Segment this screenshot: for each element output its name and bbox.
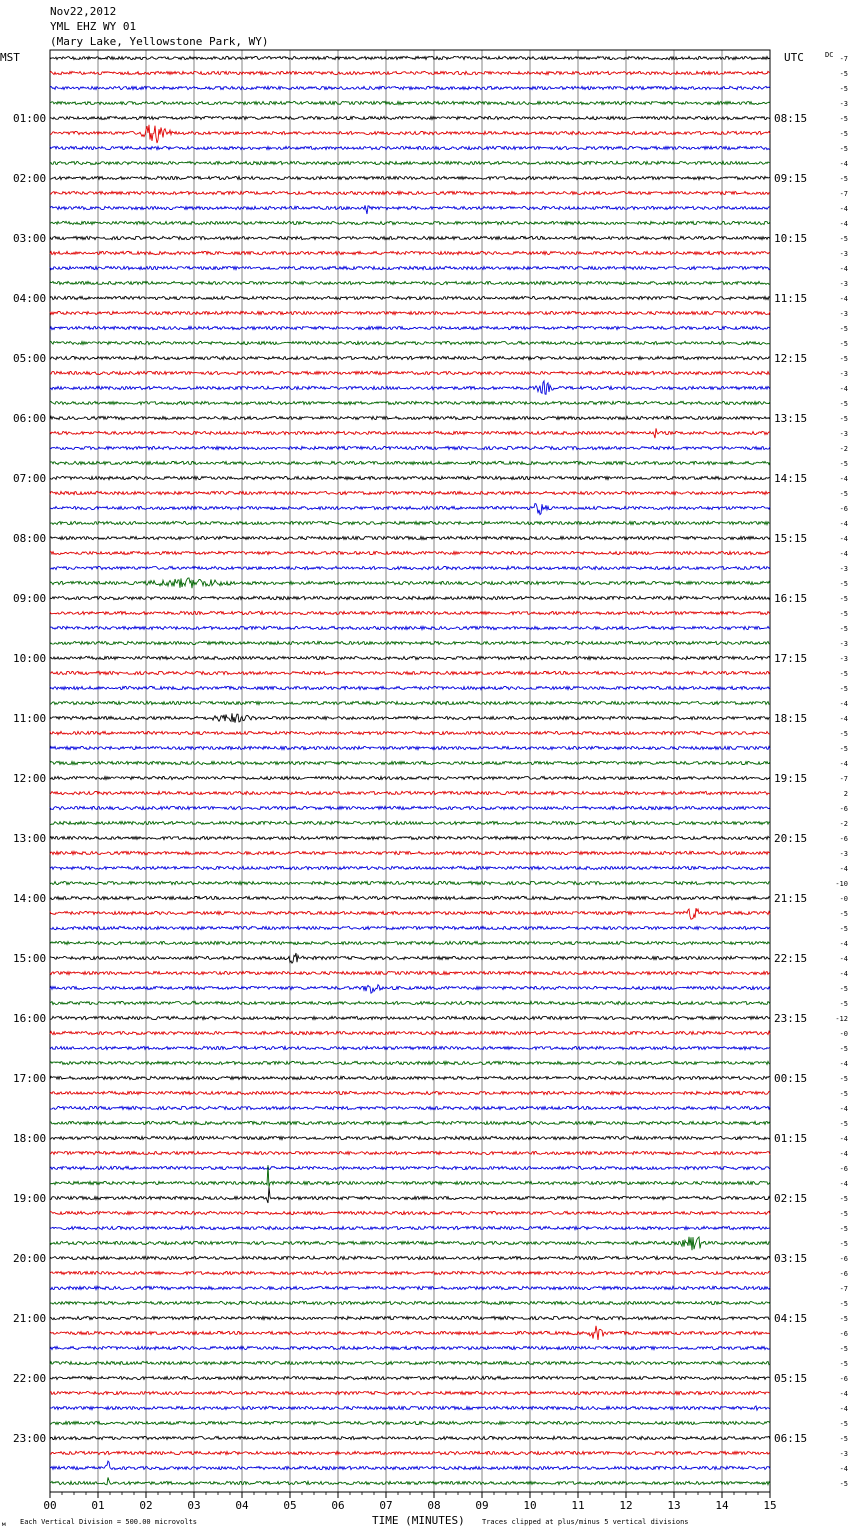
dc-label: DC (825, 51, 834, 59)
trace-row (50, 1091, 770, 1094)
trace-row (50, 1406, 770, 1410)
trace-row (50, 266, 770, 269)
scale-note: Each Vertical Division = 500.00 microvolts (20, 1518, 198, 1526)
dc-offset-label: -0 (839, 1030, 848, 1038)
dc-offset-label: -5 (839, 985, 848, 993)
dc-offset-label: -5 (839, 910, 848, 918)
left-hour-label: 05:00 (13, 352, 47, 365)
dc-offset-label: -5 (839, 625, 848, 633)
dc-offset-label: -5 (839, 580, 848, 588)
trace-row (50, 1286, 770, 1289)
dc-offset-label: -5 (839, 400, 848, 408)
dc-offset-label: -4 (839, 700, 848, 708)
dc-offset-label: -3 (839, 1450, 848, 1458)
trace-row (50, 971, 770, 974)
left-hour-label: 21:00 (13, 1312, 47, 1325)
dc-offset-label: -4 (839, 865, 848, 873)
right-hour-label: 23:15 (774, 1012, 808, 1025)
trace-row (50, 985, 770, 994)
trace-row (50, 836, 770, 839)
trace-row (50, 1326, 770, 1340)
dc-offset-label: 2 (843, 790, 848, 798)
dc-offset-label: -4 (839, 265, 848, 273)
right-hour-label: 03:15 (774, 1252, 808, 1265)
right-hour-label: 02:15 (774, 1192, 808, 1205)
dc-offset-label: -5 (839, 355, 848, 363)
right-hour-label: 00:15 (774, 1072, 808, 1085)
dc-offset-label: -3 (839, 280, 848, 288)
left-timezone-label: MST (0, 51, 20, 64)
axis-labels (0, 51, 848, 1528)
trace-row (50, 296, 770, 299)
trace-row (50, 205, 770, 214)
trace-row (50, 941, 770, 944)
dc-offset-label: -5 (839, 1420, 848, 1428)
trace-row (50, 428, 770, 438)
dc-offset-label: -5 (839, 1435, 848, 1443)
trace-row (50, 1301, 770, 1304)
dc-offset-label: -6 (839, 1270, 848, 1278)
dc-offset-label: -6 (839, 835, 848, 843)
left-hour-label: 17:00 (13, 1072, 47, 1085)
x-tick-label: 10 (523, 1499, 537, 1512)
left-hour-label: 18:00 (13, 1132, 47, 1145)
trace-row (50, 1211, 770, 1214)
station-code: YML EHZ WY 01 (50, 20, 137, 33)
trace-row (50, 821, 770, 824)
dc-offset-label: -4 (839, 220, 848, 228)
dc-offset-label: -4 (839, 385, 848, 393)
right-hour-label: 08:15 (774, 112, 808, 125)
trace-row (50, 851, 770, 854)
left-hour-label: 07:00 (13, 472, 47, 485)
dc-offset-label: -4 (839, 1390, 848, 1398)
dc-offset-label: -5 (839, 1225, 848, 1233)
right-hour-label: 14:15 (774, 472, 808, 485)
x-tick-label: 14 (715, 1499, 729, 1512)
left-hour-label: 23:00 (13, 1432, 47, 1445)
dc-offset-label: -5 (839, 1315, 848, 1323)
trace-row (50, 806, 770, 809)
dc-offset-label: -7 (839, 190, 848, 198)
right-hour-label: 22:15 (774, 952, 808, 965)
dc-offset-label: -4 (839, 1465, 848, 1473)
left-hour-label: 15:00 (13, 952, 47, 965)
trace-row (50, 713, 770, 722)
dc-offset-label: -5 (839, 175, 848, 183)
x-tick-label: 03 (187, 1499, 201, 1512)
trace-row (50, 1461, 770, 1470)
left-hour-label: 10:00 (13, 652, 47, 665)
trace-row (50, 1061, 770, 1064)
x-tick-label: 06 (331, 1499, 345, 1512)
dc-offset-label: -5 (839, 1075, 848, 1083)
x-tick-label: 02 (139, 1499, 153, 1512)
trace-row (50, 236, 770, 239)
dc-offset-label: -3 (839, 100, 848, 108)
trace-row (50, 1076, 770, 1079)
dc-offset-label: -5 (839, 595, 848, 603)
trace-row (50, 401, 770, 404)
trace-row (50, 311, 770, 314)
dc-offset-label: -3 (839, 310, 848, 318)
right-hour-label: 18:15 (774, 712, 808, 725)
dc-offset-label: -3 (839, 250, 848, 258)
dc-offset-label: -3 (839, 640, 848, 648)
dc-offset-label: -4 (839, 940, 848, 948)
trace-row (50, 746, 770, 749)
right-hour-label: 15:15 (774, 532, 808, 545)
dc-offset-label: -4 (839, 760, 848, 768)
dc-offset-label: -5 (839, 490, 848, 498)
trace-row (50, 1001, 770, 1004)
trace-row (50, 161, 770, 164)
dc-offset-label: -5 (839, 460, 848, 468)
trace-row (50, 416, 770, 419)
left-hour-label: 22:00 (13, 1372, 47, 1385)
trace-row (50, 1031, 770, 1034)
trace-row (50, 611, 770, 614)
trace-row (50, 881, 770, 884)
right-hour-label: 20:15 (774, 832, 808, 845)
dc-offset-label: -12 (835, 1015, 848, 1023)
dc-offset-label: -4 (839, 295, 848, 303)
trace-row (50, 461, 770, 464)
dc-offset-label: -5 (839, 1240, 848, 1248)
trace-row (50, 656, 770, 659)
left-hour-label: 19:00 (13, 1192, 47, 1205)
dc-offset-label: -4 (839, 1105, 848, 1113)
corner-mark: м (2, 1521, 6, 1528)
dc-offset-label: -5 (839, 1045, 848, 1053)
trace-row (50, 521, 770, 524)
trace-row (50, 86, 770, 89)
left-hour-label: 20:00 (13, 1252, 47, 1265)
trace-row (50, 71, 770, 74)
dc-offset-label: -5 (839, 610, 848, 618)
trace-row (50, 56, 770, 59)
trace-row (50, 776, 770, 779)
trace-row (50, 1316, 770, 1319)
dc-offset-label: -0 (839, 895, 848, 903)
trace-row (50, 641, 770, 644)
dc-offset-label: -6 (839, 1375, 848, 1383)
dc-offset-label: -4 (839, 955, 848, 963)
trace-row (50, 1376, 770, 1379)
dc-offset-label: -5 (839, 745, 848, 753)
dc-offset-label: -3 (839, 655, 848, 663)
dc-offset-label: -5 (839, 1090, 848, 1098)
dc-offset-label: -5 (839, 1300, 848, 1308)
trace-row (50, 446, 770, 449)
trace-row (50, 191, 770, 194)
trace-row (50, 926, 770, 929)
trace-row (50, 953, 770, 963)
station-location: (Mary Lake, Yellowstone Park, WY) (50, 35, 269, 48)
trace-row (50, 1451, 770, 1454)
trace-row (50, 566, 770, 569)
dc-offset-label: -2 (839, 820, 848, 828)
dc-offset-label: -4 (839, 520, 848, 528)
trace-row (50, 1237, 770, 1250)
trace-row (50, 221, 770, 224)
right-hour-label: 06:15 (774, 1432, 808, 1445)
x-tick-label: 05 (283, 1499, 297, 1512)
trace-row (50, 761, 770, 764)
x-tick-label: 12 (619, 1499, 633, 1512)
trace-row (50, 866, 770, 869)
trace-row (50, 596, 770, 599)
dc-offset-label: -4 (839, 550, 848, 558)
trace-row (50, 1151, 770, 1154)
trace-row (50, 371, 770, 374)
trace-row (50, 101, 770, 104)
right-hour-label: 16:15 (774, 592, 808, 605)
dc-offset-label: -7 (839, 775, 848, 783)
trace-row (50, 341, 770, 344)
x-tick-label: 09 (475, 1499, 489, 1512)
dc-offset-label: -4 (839, 1405, 848, 1413)
trace-row (50, 578, 770, 588)
trace-row (50, 1106, 770, 1109)
trace-row (50, 1391, 770, 1394)
x-axis-title: TIME (MINUTES) (372, 1514, 465, 1527)
dc-offset-label: -3 (839, 850, 848, 858)
trace-row (50, 1256, 770, 1259)
dc-offset-label: -4 (839, 715, 848, 723)
trace-row (50, 1421, 770, 1424)
trace-row (50, 1136, 770, 1139)
x-tick-label: 11 (571, 1499, 585, 1512)
dc-offset-label: -5 (839, 1000, 848, 1008)
trace-row (50, 146, 770, 149)
dc-offset-label: -5 (839, 1120, 848, 1128)
trace-row (50, 896, 770, 899)
dc-offset-label: -5 (839, 115, 848, 123)
dc-offset-label: -4 (839, 1180, 848, 1188)
dc-offset-label: -3 (839, 370, 848, 378)
dc-offset-label: -6 (839, 1330, 848, 1338)
dc-offset-label: -10 (835, 880, 848, 888)
trace-row (50, 626, 770, 629)
dc-offset-label: -6 (839, 505, 848, 513)
right-hour-label: 11:15 (774, 292, 808, 305)
dc-offset-label: -6 (839, 805, 848, 813)
trace-row (50, 1361, 770, 1364)
dc-offset-label: -3 (839, 430, 848, 438)
trace-row (50, 536, 770, 539)
right-timezone-label: UTC (784, 51, 804, 64)
trace-row (50, 356, 770, 359)
left-hour-label: 04:00 (13, 292, 47, 305)
trace-row (50, 1271, 770, 1274)
left-hour-label: 14:00 (13, 892, 47, 905)
right-hour-label: 21:15 (774, 892, 808, 905)
right-hour-label: 01:15 (774, 1132, 808, 1145)
trace-row (50, 671, 770, 674)
right-hour-label: 09:15 (774, 172, 808, 185)
x-tick-label: 13 (667, 1499, 681, 1512)
trace-row (50, 1436, 770, 1439)
dc-offset-label: -4 (839, 1150, 848, 1158)
dc-offset-label: -5 (839, 325, 848, 333)
left-hour-label: 02:00 (13, 172, 47, 185)
x-tick-label: 01 (91, 1499, 105, 1512)
trace-row (50, 125, 770, 143)
dc-offset-label: -5 (839, 1195, 848, 1203)
dc-offset-label: -5 (839, 685, 848, 693)
trace-row (50, 1187, 770, 1203)
trace-row (50, 1226, 770, 1229)
trace-row (50, 326, 770, 329)
x-tick-label: 07 (379, 1499, 393, 1512)
x-tick-label: 15 (763, 1499, 777, 1512)
trace-row (50, 551, 770, 554)
dc-offset-label: -3 (839, 565, 848, 573)
dc-offset-label: -2 (839, 445, 848, 453)
dc-offset-label: -5 (839, 730, 848, 738)
dc-offset-label: -5 (839, 235, 848, 243)
trace-row (50, 731, 770, 734)
trace-row (50, 381, 770, 394)
dc-offset-label: -5 (839, 145, 848, 153)
left-hour-label: 11:00 (13, 712, 47, 725)
dc-offset-label: -5 (839, 1360, 848, 1368)
right-hour-label: 19:15 (774, 772, 808, 785)
trace-row (50, 686, 770, 689)
x-tick-label: 04 (235, 1499, 249, 1512)
trace-row (50, 491, 770, 494)
dc-offset-label: -4 (839, 535, 848, 543)
dc-offset-label: -5 (839, 1210, 848, 1218)
left-hour-label: 03:00 (13, 232, 47, 245)
trace-row (50, 176, 770, 179)
dc-offset-label: -5 (839, 670, 848, 678)
dc-offset-label: -4 (839, 205, 848, 213)
trace-row (50, 1121, 770, 1124)
dc-offset-label: -5 (839, 340, 848, 348)
dc-offset-label: -5 (839, 925, 848, 933)
right-hour-label: 10:15 (774, 232, 808, 245)
dc-offset-label: -5 (839, 130, 848, 138)
x-tick-label: 00 (43, 1499, 57, 1512)
trace-row (50, 1016, 770, 1019)
dc-offset-label: -6 (839, 1165, 848, 1173)
left-hour-label: 06:00 (13, 412, 47, 425)
dc-offset-label: -5 (839, 70, 848, 78)
left-hour-label: 13:00 (13, 832, 47, 845)
right-hour-label: 04:15 (774, 1312, 808, 1325)
trace-row (50, 116, 770, 119)
trace-row (50, 476, 770, 479)
dc-offset-label: -6 (839, 1255, 848, 1263)
dc-offset-label: -5 (839, 1345, 848, 1353)
trace-row (50, 1346, 770, 1349)
left-hour-label: 08:00 (13, 532, 47, 545)
trace-row (50, 791, 770, 794)
dc-offset-label: -7 (839, 55, 848, 63)
right-hour-label: 12:15 (774, 352, 808, 365)
dc-offset-label: -4 (839, 970, 848, 978)
trace-row (50, 1046, 770, 1049)
dc-offset-label: -4 (839, 475, 848, 483)
dc-offset-label: -4 (839, 1135, 848, 1143)
trace-row (50, 1477, 770, 1484)
left-hour-label: 01:00 (13, 112, 47, 125)
dc-offset-label: -7 (839, 1285, 848, 1293)
trace-row (50, 251, 770, 254)
dc-offset-label: -5 (839, 85, 848, 93)
left-hour-label: 12:00 (13, 772, 47, 785)
left-hour-label: 09:00 (13, 592, 47, 605)
dc-offset-label: -4 (839, 160, 848, 168)
trace-row (50, 908, 770, 919)
clip-note: Traces clipped at plus/minus 5 vertical divisions (482, 1518, 689, 1526)
dc-offset-label: -5 (839, 1480, 848, 1488)
trace-row (50, 281, 770, 284)
trace-row (50, 1166, 770, 1169)
right-hour-label: 05:15 (774, 1372, 808, 1385)
left-hour-label: 16:00 (13, 1012, 47, 1025)
record-date: Nov22,2012 (50, 5, 117, 18)
x-tick-label: 08 (427, 1499, 441, 1512)
dc-offset-label: -5 (839, 415, 848, 423)
right-hour-label: 17:15 (774, 652, 808, 665)
dc-offset-label: -4 (839, 1060, 848, 1068)
trace-row (50, 504, 770, 515)
trace-row (50, 701, 770, 704)
seismic-traces (50, 56, 770, 1484)
right-hour-label: 13:15 (774, 412, 808, 425)
